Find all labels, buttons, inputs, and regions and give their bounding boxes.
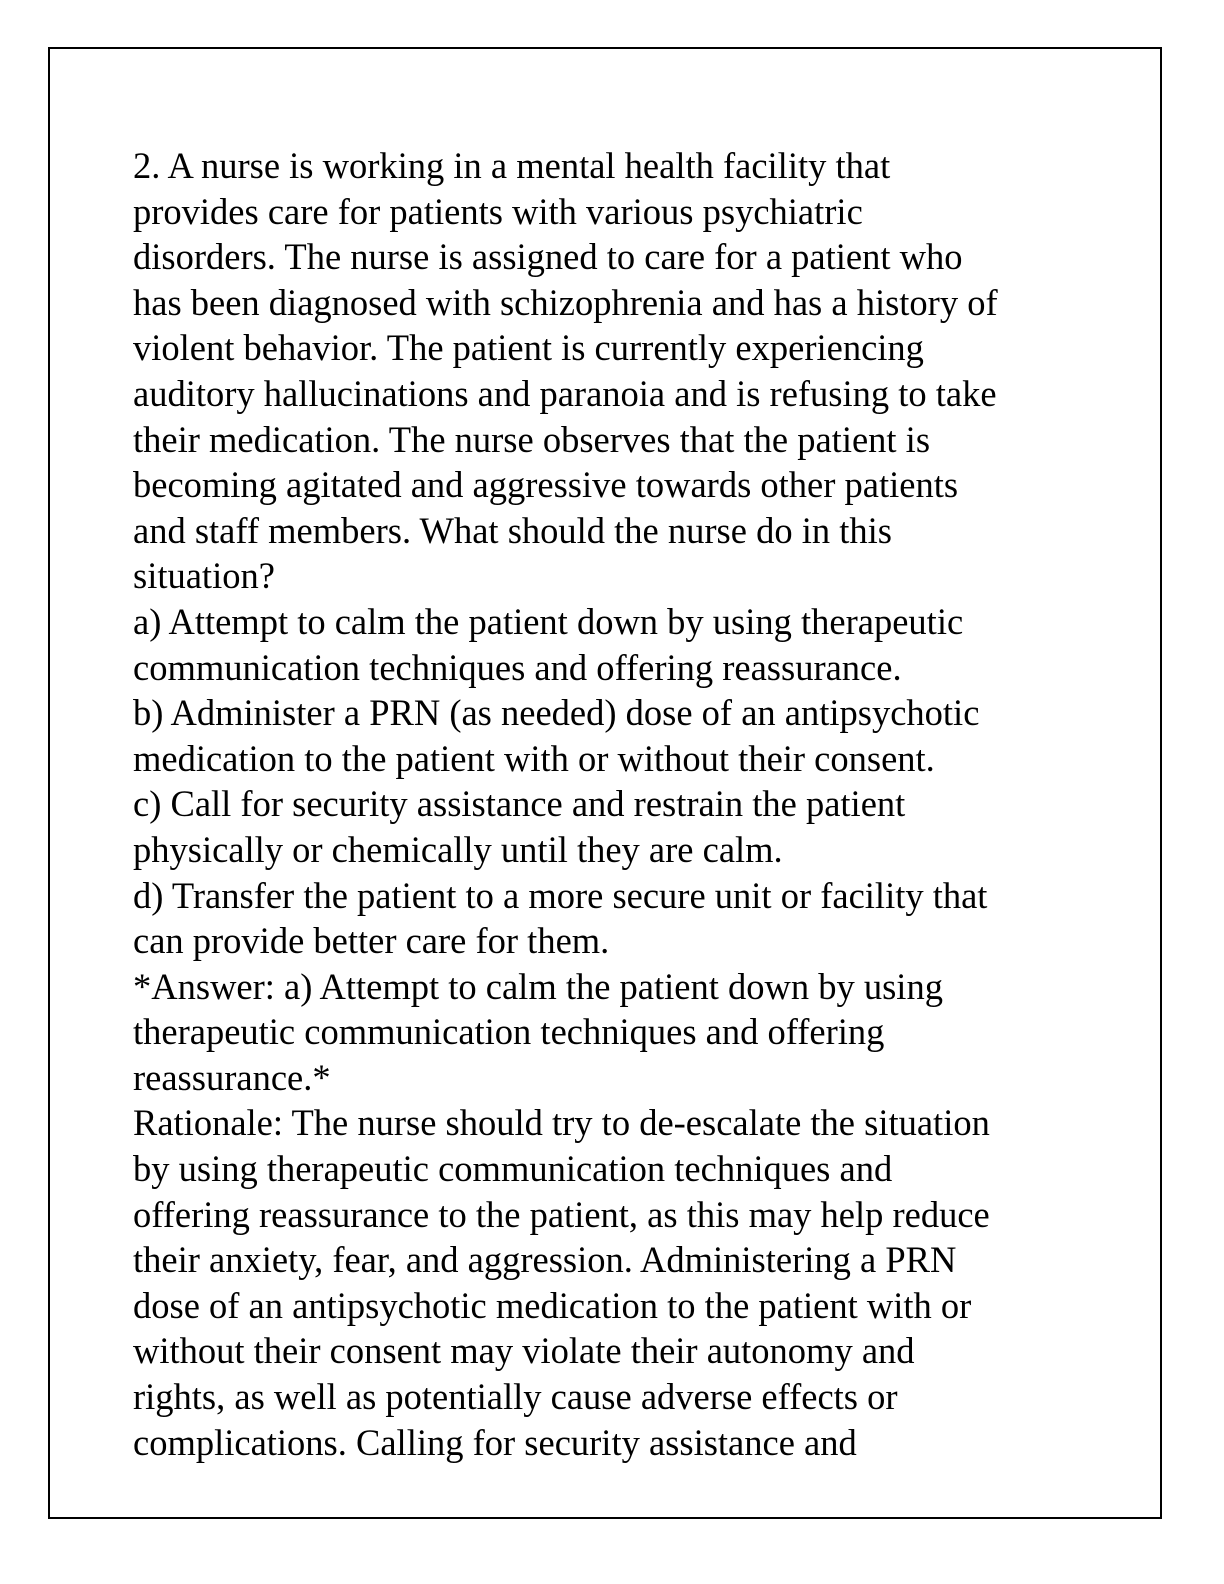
- option-d-line: d) Transfer the patient to a more secure unit or facility that: [133, 874, 988, 916]
- answer-line: reassurance.*: [133, 1056, 331, 1098]
- answer-line: therapeutic communication techniques and offering: [133, 1011, 885, 1053]
- question-line: violent behavior. The patient is currently experiencing: [133, 327, 924, 369]
- question-line: becoming agitated and aggressive towards other patients: [133, 464, 959, 506]
- option-b-line: b) Administer a PRN (as needed) dose of an antipsychotic: [133, 692, 980, 734]
- rationale-line: by using therapeutic communication techniques and: [133, 1148, 893, 1190]
- question-line: has been diagnosed with schizophrenia and has a history of: [133, 281, 998, 323]
- question-line: situation?: [133, 555, 275, 597]
- rationale-line: dose of an antipsychotic medication to the patient with or: [133, 1284, 972, 1326]
- option-a-line: communication techniques and offering reassurance.: [133, 646, 902, 688]
- question-line: their medication. The nurse observes that the patient is: [133, 418, 931, 460]
- option-c-line: c) Call for security assistance and restrain the patient: [133, 783, 906, 825]
- option-c-line: physically or chemically until they are calm.: [133, 828, 783, 870]
- option-b-line: medication to the patient with or without their consent.: [133, 737, 935, 779]
- rationale-line: without their consent may violate their autonomy and: [133, 1330, 915, 1372]
- question-line: and staff members. What should the nurse do in this: [133, 509, 892, 551]
- rationale-line: offering reassurance to the patient, as this may help reduce: [133, 1193, 990, 1235]
- option-d-line: can provide better care for them.: [133, 920, 610, 962]
- option-a-line: a) Attempt to calm the patient down by using therapeutic: [133, 600, 964, 642]
- question-line: provides care for patients with various psychiatric: [133, 190, 863, 232]
- rationale-line: Rationale: The nurse should try to de-escalate the situation: [133, 1102, 990, 1144]
- document-body: [133, 143, 1123, 1465]
- rationale-line: their anxiety, fear, and aggression. Administering a PRN: [133, 1239, 957, 1281]
- question-line: auditory hallucinations and paranoia and is refusing to take: [133, 372, 997, 414]
- question-line: 2. A nurse is working in a mental health facility that: [133, 145, 891, 186]
- rationale-line: rights, as well as potentially cause adverse effects or: [133, 1376, 898, 1418]
- answer-line: *Answer: a) Attempt to calm the patient down by using: [133, 965, 943, 1007]
- rationale-line: complications. Calling for security assistance and: [133, 1421, 857, 1463]
- question-line: disorders. The nurse is assigned to care for a patient who: [133, 236, 963, 278]
